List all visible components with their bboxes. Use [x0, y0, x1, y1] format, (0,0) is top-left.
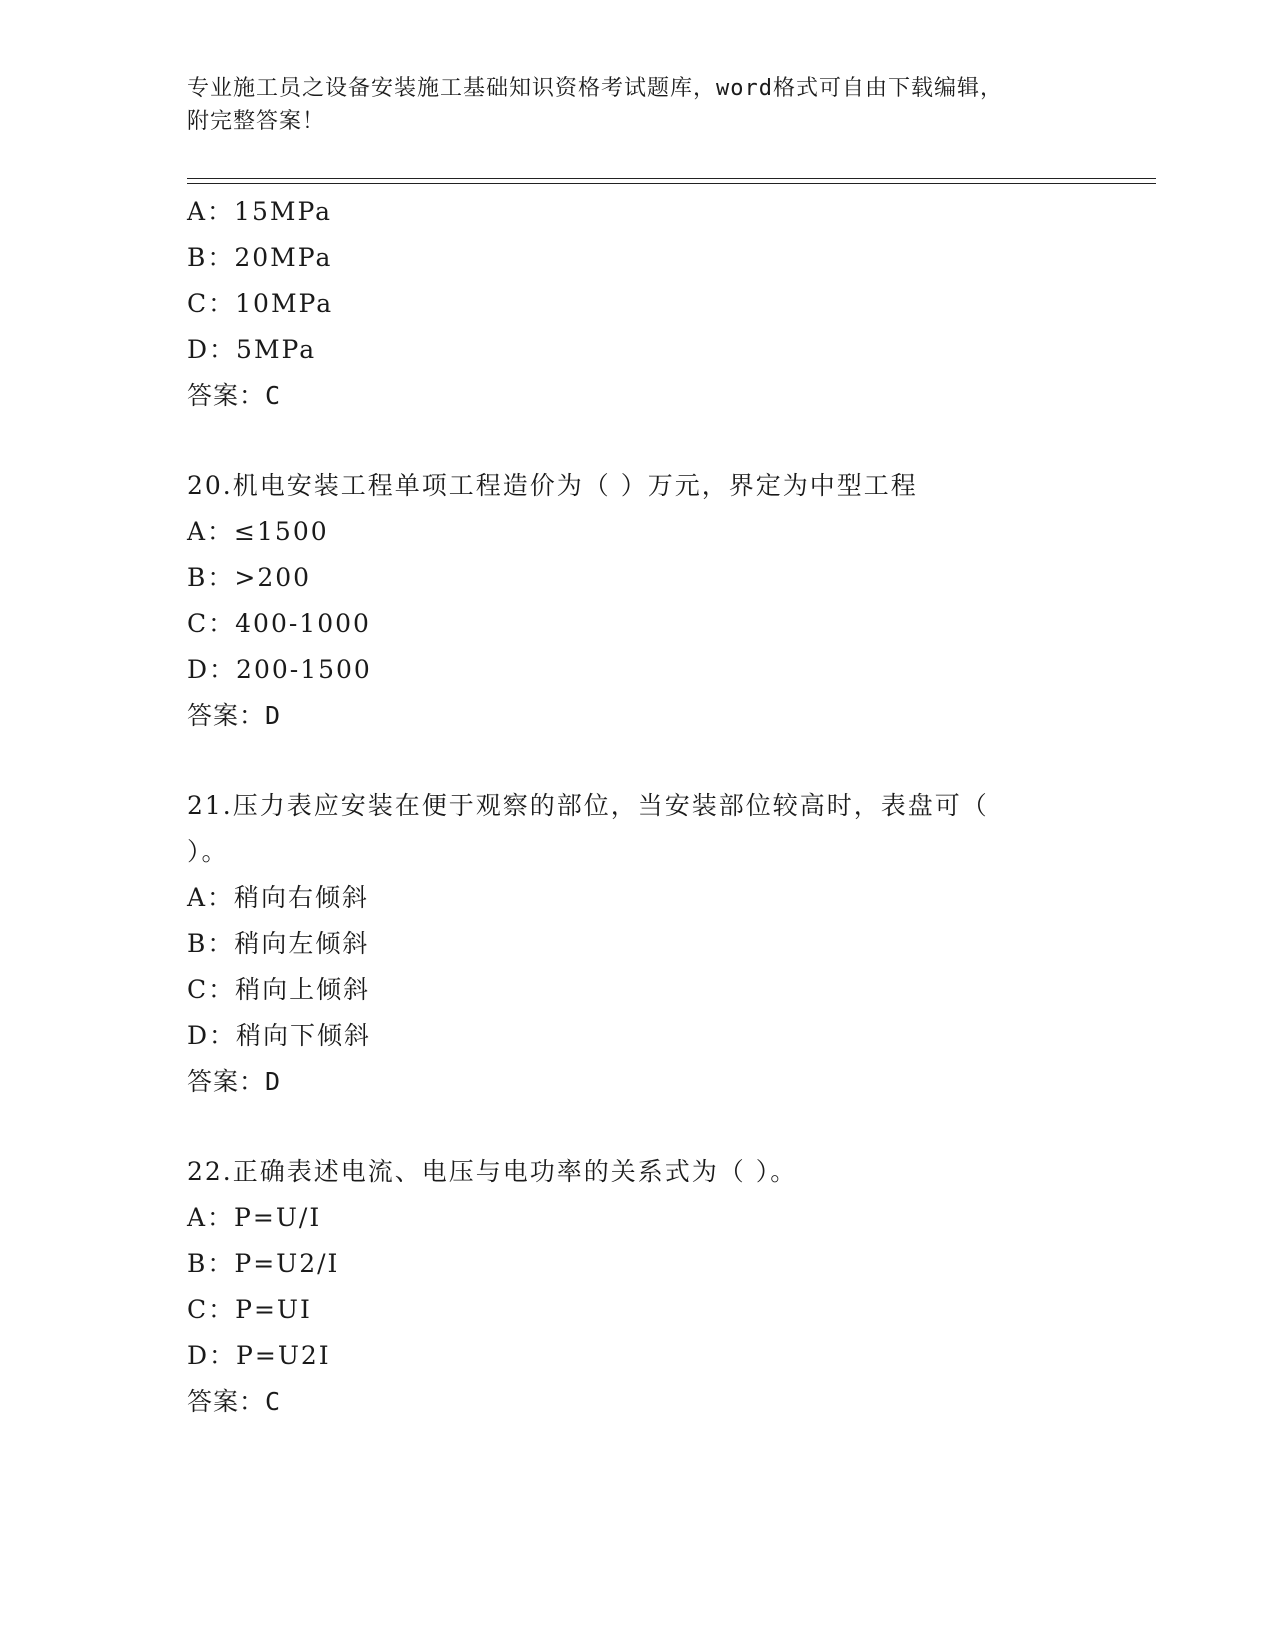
option-b: B：稍向左倾斜: [187, 929, 370, 958]
answer: 答案：C: [187, 1387, 282, 1416]
question-block-20: [187, 463, 1087, 739]
option-b: B：P=U2/I: [187, 1249, 340, 1278]
option-d: D：200-1500: [187, 655, 372, 684]
answer: 答案：C: [187, 381, 282, 410]
question-block-21: [187, 783, 1087, 1105]
option-a: A：P=U/I: [187, 1203, 322, 1232]
question-block-22: [187, 1149, 1087, 1425]
option-d: D：5MPa: [187, 335, 317, 364]
option-d: D：稍向下倾斜: [187, 1021, 372, 1050]
option-c: C：10MPa: [187, 289, 334, 318]
option-a: A：稍向右倾斜: [187, 883, 370, 912]
option-b: B：20MPa: [187, 243, 333, 272]
header-line-1: 专业施工员之设备安装施工基础知识资格考试题库，word格式可自由下载编辑，: [187, 76, 1003, 101]
document-header: [187, 72, 1087, 138]
question-text-continued: ）。: [187, 837, 229, 866]
question-list: [187, 189, 1087, 1425]
option-a: A：15MPa: [187, 197, 333, 226]
answer: 答案：D: [187, 701, 282, 730]
option-d: D：P=U2I: [187, 1341, 331, 1370]
answer: 答案：D: [187, 1067, 282, 1096]
header-line-2: 附完整答案！: [187, 109, 326, 134]
question-text: 22.正确表述电流、电压与电功率的关系式为（ ）。: [187, 1157, 798, 1186]
option-c: C：400-1000: [187, 609, 371, 638]
question-block-19: [187, 189, 1087, 419]
option-a: A：≤1500: [187, 517, 329, 546]
question-text: 21.压力表应安装在便于观察的部位，当安装部位较高时，表盘可（: [187, 791, 989, 820]
question-text: 20.机电安装工程单项工程造价为（ ）万元，界定为中型工程: [187, 471, 918, 500]
option-b: B：>200: [187, 563, 312, 592]
option-c: C：稍向上倾斜: [187, 975, 371, 1004]
header-divider-bottom: [187, 183, 1156, 184]
header-divider-top: [187, 178, 1156, 179]
option-c: C：P=UI: [187, 1295, 312, 1324]
